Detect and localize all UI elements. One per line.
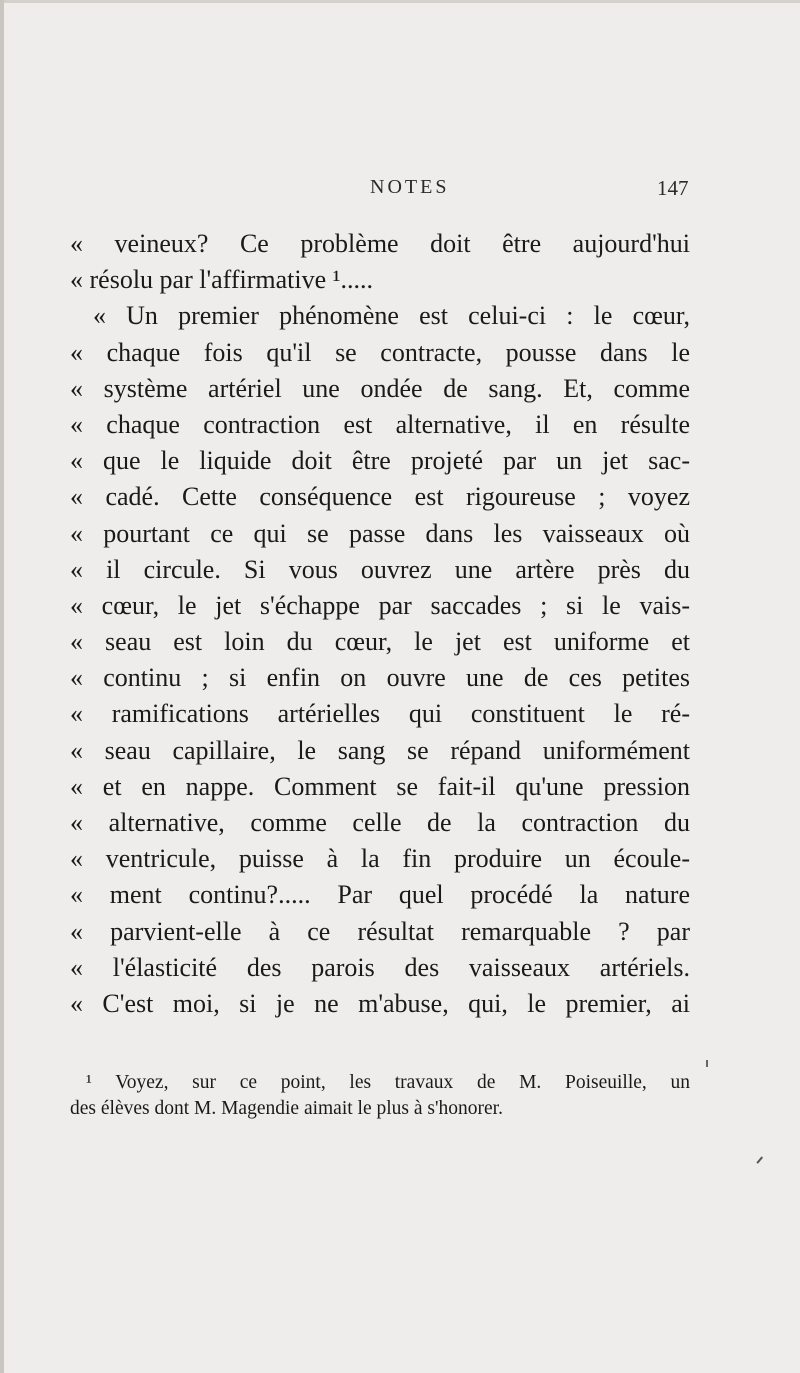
text-line: « Un premier phénomène est celui-ci : le cœur, [93, 301, 690, 331]
text-line: « ment continu?..... Par quel procédé la nature [70, 880, 690, 910]
text-line: « chaque fois qu'il se contracte, pousse dans le [70, 337, 690, 367]
text-line: « ventricule, puisse à la fin produire un écoule- [70, 844, 690, 874]
text-line: « pourtant ce qui se passe dans les vaisseaux où [70, 518, 690, 548]
text-line: « système artériel une ondée de sang. Et, comme [70, 373, 690, 403]
text-line: « parvient-elle à ce résultat remarquable ? par [70, 916, 690, 946]
text-line: « ramifications artérielles qui constituent le ré- [70, 699, 690, 729]
footnotes [70, 1070, 690, 1122]
page-header [0, 176, 800, 206]
text-line: « cadé. Cette conséquence est rigoureuse ; voyez [70, 482, 690, 512]
page-number: 147 [657, 176, 689, 200]
page-top-edge [0, 0, 800, 3]
text-line: « seau est loin du cœur, le jet est uniforme et [70, 627, 690, 657]
text-line: « continu ; si enfin on ouvre une de ces petites [70, 663, 690, 693]
text-line: « C'est moi, si je ne m'abuse, qui, le premier, ai [70, 988, 690, 1018]
text-line: « cœur, le jet s'échappe par saccades ; si le vais- [70, 590, 690, 620]
text-line: « que le liquide doit être projeté par un jet sac- [70, 446, 690, 476]
text-line: « et en nappe. Comment se fait-il qu'une pression [70, 771, 690, 801]
body-text [70, 226, 690, 1022]
margin-mark [756, 1156, 767, 1167]
running-head: NOTES [370, 176, 450, 198]
footnote-line: des élèves dont M. Magendie aimait le plus à s'honorer. [70, 1098, 503, 1119]
margin-mark [706, 1060, 708, 1067]
text-line: « l'élasticité des parois des vaisseaux artériels. [70, 952, 690, 982]
text-line: « veineux? Ce problème doit être aujourd'hui [70, 229, 690, 258]
footnote-line: ¹ Voyez, sur ce point, les travaux de M. Poiseuille, un [86, 1072, 690, 1093]
text-line: « chaque contraction est alternative, il en résulte [70, 409, 690, 439]
text-line: « alternative, comme celle de la contraction du [70, 808, 690, 837]
text-line: « seau capillaire, le sang se répand uniformément [70, 735, 690, 765]
text-line: « il circule. Si vous ouvrez une artère près du [70, 554, 690, 584]
text-line: « résolu par l'affirmative ¹..... [70, 265, 373, 295]
